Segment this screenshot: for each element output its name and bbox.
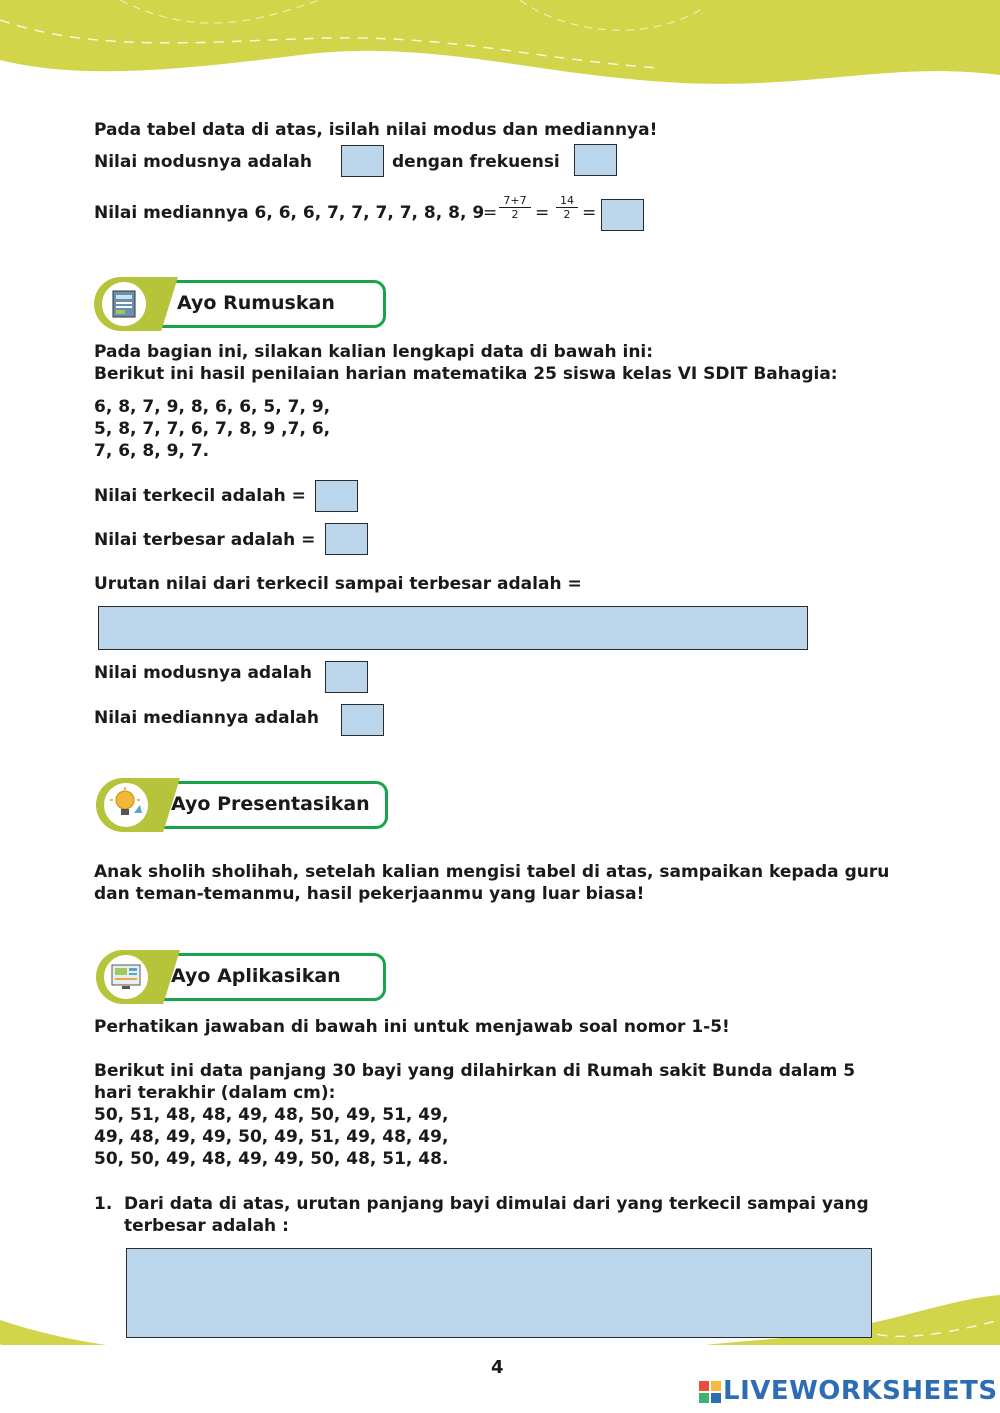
urutan-answer-box[interactable] bbox=[98, 606, 808, 650]
urutan-label: Urutan nilai dari terkecil sampai terbesar adalah = bbox=[94, 574, 582, 594]
rumuskan-intro-line1: Pada bagian ini, silakan kalian lengkapi data di bawah ini: bbox=[94, 342, 654, 362]
fraction-numerator: 7+7 bbox=[499, 194, 531, 208]
data-line: 49, 48, 49, 49, 50, 49, 51, 49, 48, 49, bbox=[94, 1127, 449, 1147]
fraction-denominator: 2 bbox=[511, 208, 519, 221]
presentasikan-text-line1: Anak sholih sholihah, setelah kalian mengisi tabel di atas, sampaikan kepada guru bbox=[94, 862, 890, 882]
median-label: Nilai mediannya 6, 6, 6, 7, 7, 7, 7, 8, 8, 9 bbox=[94, 203, 485, 223]
frekuensi-answer-box[interactable] bbox=[574, 144, 617, 176]
data-line: 5, 8, 7, 7, 6, 7, 8, 9 ,7, 6, bbox=[94, 419, 331, 439]
rumuskan-modus-label: Nilai modusnya adalah bbox=[94, 663, 312, 683]
equals-sign: = bbox=[483, 203, 498, 223]
data-line: 6, 8, 7, 9, 8, 6, 6, 5, 7, 9, bbox=[94, 397, 331, 417]
median-answer-box[interactable] bbox=[601, 199, 644, 231]
fraction-numerator: 14 bbox=[556, 194, 578, 208]
aplikasikan-instruction: Perhatikan jawaban di bawah ini untuk menjawab soal nomor 1-5! bbox=[94, 1017, 730, 1037]
fraction-denominator: 2 bbox=[563, 208, 571, 221]
instruction-line: Pada tabel data di atas, isilah nilai modus dan mediannya! bbox=[94, 120, 658, 140]
question-text-line2: terbesar adalah : bbox=[124, 1216, 289, 1236]
modus-answer-box[interactable] bbox=[341, 145, 384, 177]
rumuskan-median-label: Nilai mediannya adalah bbox=[94, 708, 320, 728]
q1-answer-box[interactable] bbox=[126, 1248, 872, 1338]
section-title: Ayo Presentasikan bbox=[171, 793, 370, 815]
equals-sign: = bbox=[582, 203, 597, 223]
aplikasikan-desc-line1: Berikut ini data panjang 30 bayi yang dilahirkan di Rumah sakit Bunda dalam 5 bbox=[94, 1061, 856, 1081]
terkecil-answer-box[interactable] bbox=[315, 480, 358, 512]
fraction-7plus7-over-2 bbox=[499, 194, 531, 221]
monitor-icon bbox=[101, 952, 151, 1002]
liveworksheets-mark-icon bbox=[699, 1381, 721, 1403]
lightbulb-icon bbox=[101, 780, 151, 830]
rumuskan-intro-line2: Berikut ini hasil penilaian harian matematika 25 siswa kelas VI SDIT Bahagia: bbox=[94, 364, 838, 384]
worksheet-icon bbox=[99, 279, 149, 329]
fraction-14-over-2 bbox=[556, 194, 578, 221]
question-number: 1. bbox=[94, 1194, 113, 1214]
data-line: 50, 50, 49, 48, 49, 49, 50, 48, 51, 48. bbox=[94, 1149, 449, 1169]
rumuskan-median-answer-box[interactable] bbox=[341, 704, 384, 736]
terbesar-label: Nilai terbesar adalah = bbox=[94, 530, 316, 550]
data-line: 7, 6, 8, 9, 7. bbox=[94, 441, 210, 461]
page-number: 4 bbox=[491, 1357, 504, 1378]
aplikasikan-desc-line2: hari terakhir (dalam cm): bbox=[94, 1083, 336, 1103]
equals-sign: = bbox=[535, 203, 550, 223]
presentasikan-text-line2: dan teman-temanmu, hasil pekerjaanmu yang luar biasa! bbox=[94, 884, 645, 904]
data-line: 50, 51, 48, 48, 49, 48, 50, 49, 51, 49, bbox=[94, 1105, 449, 1125]
section-title: Ayo Aplikasikan bbox=[171, 965, 341, 987]
section-title: Ayo Rumuskan bbox=[177, 292, 335, 314]
frekuensi-label: dengan frekuensi bbox=[392, 152, 560, 172]
terbesar-answer-box[interactable] bbox=[325, 523, 368, 555]
modus-label: Nilai modusnya adalah bbox=[94, 152, 312, 172]
rumuskan-modus-answer-box[interactable] bbox=[325, 661, 368, 693]
terkecil-label: Nilai terkecil adalah = bbox=[94, 486, 306, 506]
question-text-line1: Dari data di atas, urutan panjang bayi dimulai dari yang terkecil sampai yang bbox=[124, 1194, 869, 1214]
liveworksheets-brand-text: LIVEWORKSHEETS bbox=[723, 1376, 998, 1406]
